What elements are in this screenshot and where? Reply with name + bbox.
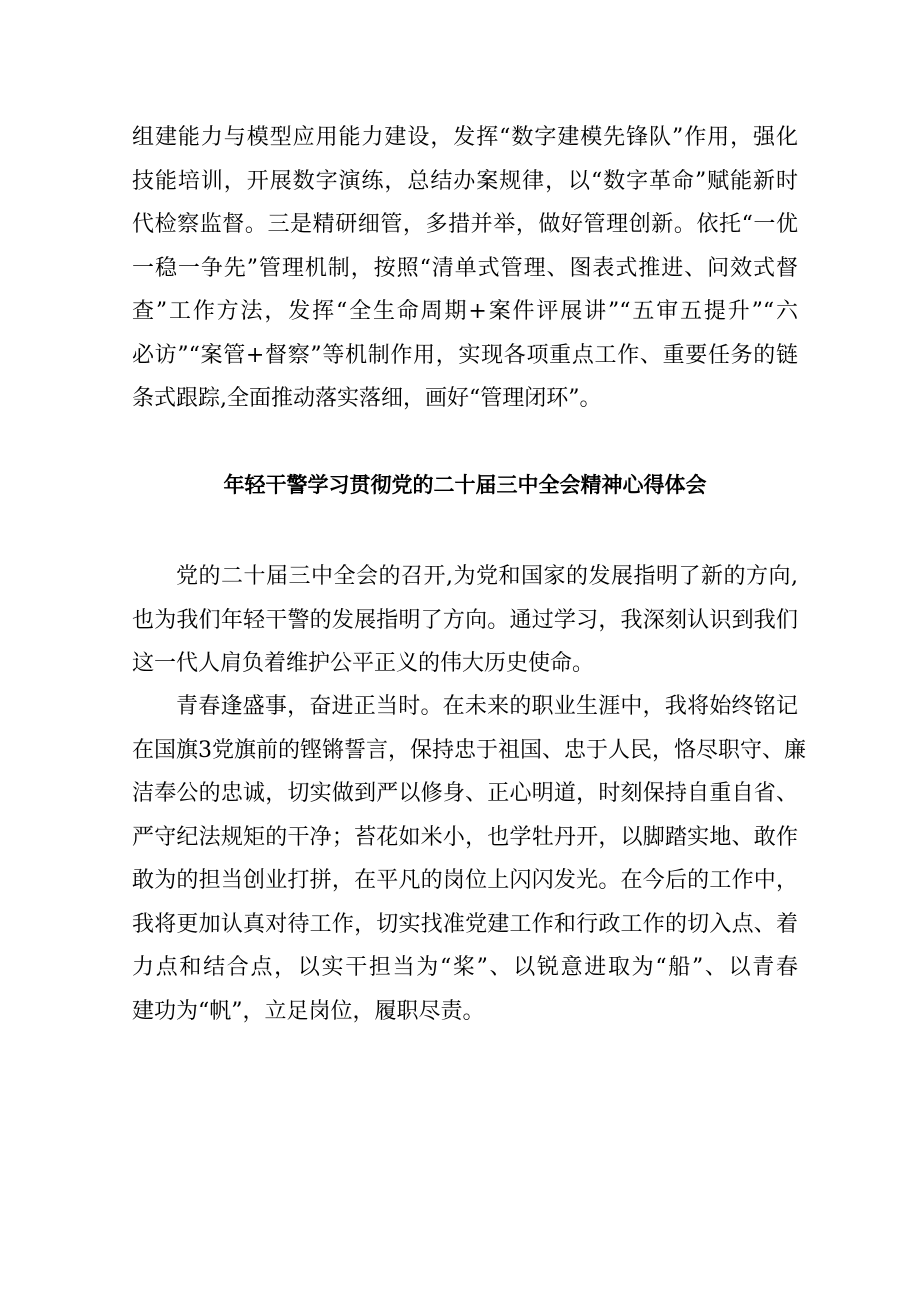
paragraph-2	[132, 685, 806, 1033]
text-line: 技能培训，开展数字演练，总结办案规律，以“数字革命”赋能新时	[132, 168, 798, 194]
paragraph-1	[132, 555, 798, 686]
text-line: 建功为“帆”，立足岗位，履职尽责。	[132, 998, 485, 1024]
text-line: 一稳一争先”管理机制，按照“清单式管理、图表式推进、问效式督	[132, 255, 798, 281]
text-line: 党的二十届三中全会的召开,为党和国家的发展指明了新的方向,	[176, 564, 798, 589]
text-line: 查”工作方法，发挥“全生命周期+案件评展讲”“五审五提升”“六	[132, 299, 798, 324]
document-title: 年轻干警学习贯彻党的二十届三中全会精神心得体会	[223, 473, 707, 497]
text-line: 我将更加认真对待工作，切实找准党建工作和行政工作的切入点、着	[132, 911, 798, 937]
text-line: 也为我们年轻干警的发展指明了方向。通过学习，我深刻认识到我们	[132, 607, 798, 633]
text-line: 这一代人肩负着维护公平正义的伟大历史使命。	[132, 651, 595, 676]
text-line: 组建能力与模型应用能力建设，发挥“数字建模先锋队”作用，强化	[132, 125, 798, 150]
intro-paragraph	[132, 116, 798, 421]
text-line: 敢为的担当创业打拼，在平凡的岗位上闪闪发光。在今后的工作中，	[132, 868, 798, 893]
text-line: 代检察监督。三是精研细管，多措并举，做好管理创新。依托“一优	[132, 212, 798, 237]
text-line: 洁奉公的忠诚，切实做到严以修身、正心明道，时刻保持自重自省、	[132, 781, 798, 806]
text-line: 力点和结合点，以实干担当为“桨”、以锐意进取为“船”、以青春	[132, 955, 798, 980]
text-line: 必访”“案管+督察”等机制作用，实现各项重点工作、重要任务的链	[132, 342, 798, 368]
text-line: 在国旗3党旗前的铿锵誓言，保持忠于祖国、忠于人民，恪尽职守、廉	[132, 737, 806, 763]
text-line: 条式跟踪,全面推动落实落细，画好“管理闭环”。	[132, 386, 602, 411]
text-line: 严守纪法规矩的干净；苔花如米小，也学牡丹开，以脚踏实地、敢作	[132, 824, 798, 850]
text-line: 青春逢盛事，奋进正当时。在未来的职业生涯中，我将始终铭记	[176, 694, 798, 719]
